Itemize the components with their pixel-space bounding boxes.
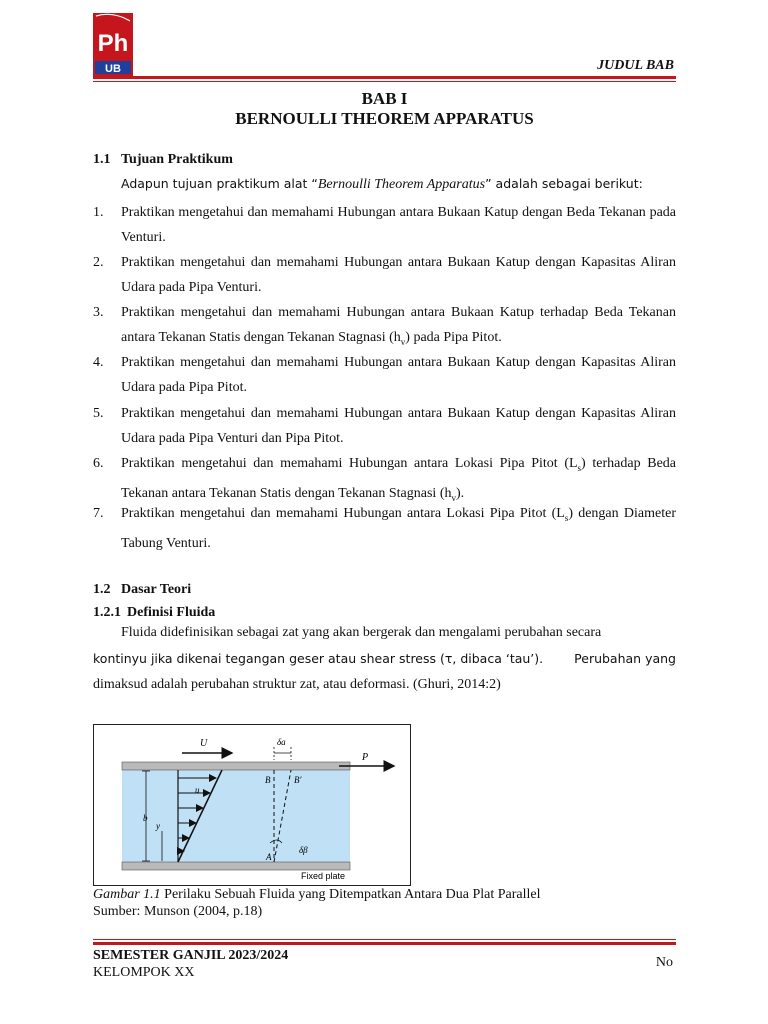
intro-text-start: Adapun tujuan praktikum alat “ <box>121 176 318 191</box>
footer-group: KELOMPOK XX <box>93 965 195 980</box>
fixed-plate <box>122 862 350 870</box>
subsection-title: Definisi Fluida <box>127 605 216 620</box>
item-number: 4. <box>93 355 104 370</box>
label-b-prime: B′ <box>294 775 302 785</box>
figure-source: Sumber: Munson (2004, p.18) <box>93 904 263 919</box>
fluid-region <box>122 769 350 863</box>
item-number: 2. <box>93 255 104 270</box>
intro-text-end: ” adalah sebagai berikut: <box>485 176 643 191</box>
section-title: Tujuan Praktikum <box>121 152 233 167</box>
label-delta-a: δa <box>277 737 286 747</box>
figure-caption <box>93 887 541 903</box>
label-b-point: B <box>265 775 271 785</box>
item-text: Praktikan mengetahui dan memahami Hubungan antara Bukaan Katup dengan Kapasitas Aliran Udara pada Pipa Venturi dan Pipa Pitot. <box>121 406 676 446</box>
chapter-title: BERNOULLI THEOREM APPARATUS <box>235 109 534 128</box>
item-text: Praktikan mengetahui dan memahami Hubungan antara Bukaan Katup dengan Kapasitas Aliran Udara pada Pipa Pitot. <box>121 355 676 395</box>
list-item <box>93 250 676 300</box>
list-item <box>93 501 676 556</box>
label-u-lower: u <box>195 785 200 795</box>
item-text: Praktikan mengetahui dan memahami Hubungan antara Bukaan Katup terhadap Beda Tekanan antara Tekanan Statis dengan Tekanan Stagnasi $(h_v)$ pada Pipa Pitot. <box>121 305 676 347</box>
label-fixed-plate: Fixed plate <box>300 871 345 881</box>
objectives-intro <box>121 176 643 193</box>
ub-logo <box>93 13 133 76</box>
item-text: Praktikan mengetahui dan memahami Hubungan antara Lokasi Pipa Pitot $(L_s)$ dengan Diameter Tabung Venturi. <box>121 506 676 551</box>
footer-rule <box>93 942 676 945</box>
label-delta-beta: δβ <box>299 845 308 855</box>
footer-semester: SEMESTER GANJIL 2023/2024 <box>93 948 289 963</box>
caption-text: Perilaku Sebuah Fluida yang Ditempatkan Antara Dua Plat Parallel <box>164 887 541 902</box>
footer-rule-thin <box>93 939 676 940</box>
subsection-number: 1.2.1 <box>93 605 121 620</box>
logo-text: Ph <box>97 30 129 57</box>
chapter-label: BAB I <box>361 89 408 108</box>
fluid-definition-paragraph <box>93 620 676 645</box>
header-rule-thin <box>93 81 676 82</box>
section-heading-objectives <box>93 152 233 168</box>
paragraph-line-end: Perubahan yang <box>574 651 676 666</box>
list-item <box>93 200 676 250</box>
header-rule <box>93 76 676 79</box>
section-heading-theory <box>93 582 191 598</box>
paragraph-line: kontinyu jika dikenai tegangan geser atau shear stress (τ, dibaca ‘tau’). <box>93 651 544 666</box>
item-number: 6. <box>93 456 104 471</box>
section-title: Dasar Teori <box>121 582 192 597</box>
logo-sub-text: UB <box>105 63 121 75</box>
item-text: Praktikan mengetahui dan memahami Hubungan antara Bukaan Katup dengan Beda Tekanan pada Venturi. <box>121 205 676 245</box>
fluid-shear-figure <box>93 724 411 886</box>
item-number: 5. <box>93 406 104 421</box>
label-p: P <box>362 752 369 763</box>
item-number: 1. <box>93 205 104 220</box>
label-u-upper: U <box>200 738 208 749</box>
intro-apparatus-name: Bernoulli Theorem Apparatus <box>317 177 486 192</box>
item-text: Praktikan mengetahui dan memahami Hubungan antara Bukaan Katup dengan Kapasitas Aliran Udara pada Pipa Venturi. <box>121 255 676 295</box>
list-item <box>93 401 676 451</box>
item-number: 3. <box>93 305 104 320</box>
label-b: b <box>143 813 148 823</box>
header-title: JUDUL BAB <box>597 58 674 73</box>
item-number: 7. <box>93 506 104 521</box>
section-number: 1.2 <box>93 582 111 597</box>
label-a: A <box>266 852 272 862</box>
moving-plate <box>122 762 350 770</box>
fluid-definition-line2 <box>93 646 676 671</box>
caption-label: Gambar 1.1 <box>93 887 161 902</box>
paragraph-line: Fluida didefinisikan sebagai zat yang akan bergerak dan mengalami perubahan secara <box>121 625 602 640</box>
label-y: y <box>156 821 160 831</box>
subsection-heading-fluid <box>93 605 215 621</box>
item-text: Praktikan mengetahui dan memahami Hubungan antara Lokasi Pipa Pitot $(L_s)$ terhadap Beda Tekanan antara Tekanan Statis dengan Tekanan Stagnasi $(h_v)$. <box>121 456 676 503</box>
section-number: 1.1 <box>93 152 111 167</box>
page-number: No <box>655 955 673 970</box>
fluid-definition-line3 <box>93 672 676 697</box>
list-item <box>93 300 676 355</box>
list-item <box>93 350 676 400</box>
paragraph-line: dimaksud adalah perubahan struktur zat, atau deformasi. (Ghuri, 2014:2) <box>93 677 501 692</box>
